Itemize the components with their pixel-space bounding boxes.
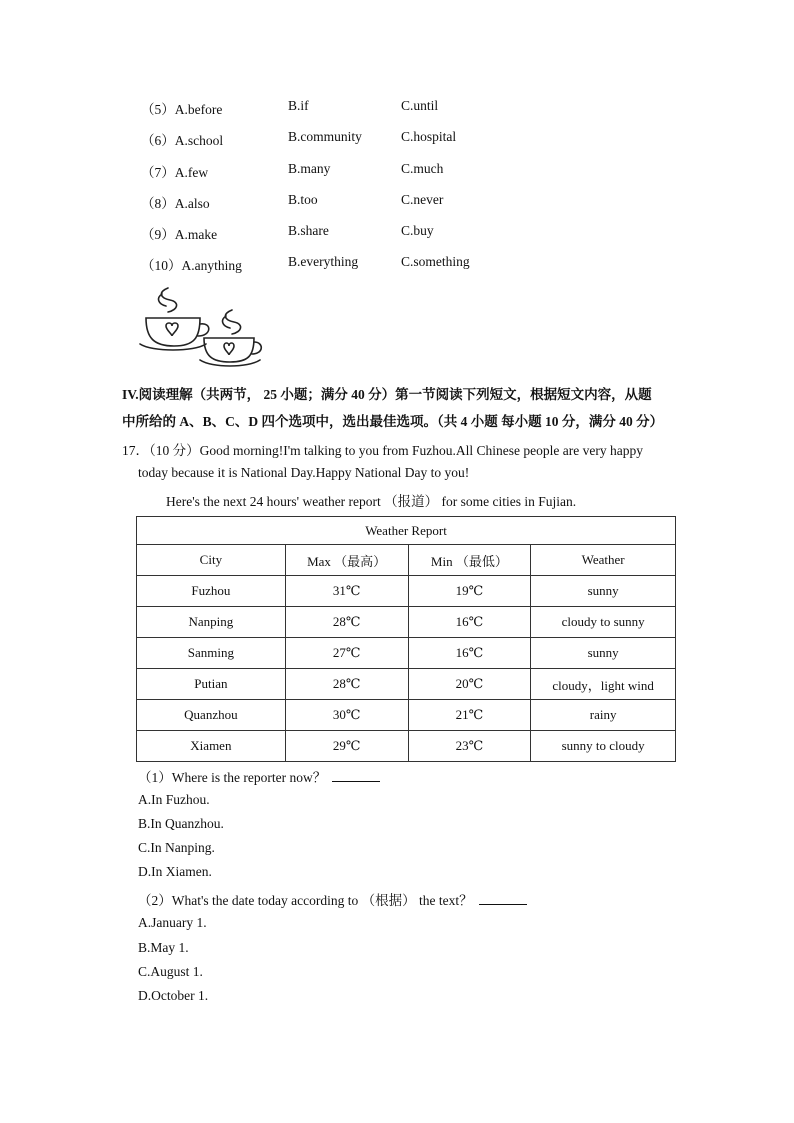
cell-max: 31℃	[285, 576, 408, 607]
answer-blank[interactable]	[479, 892, 527, 905]
q2-choice-b[interactable]: B.May 1.	[138, 940, 189, 955]
option-b: B.many	[288, 161, 331, 176]
option-a: （8）A.also	[141, 196, 210, 211]
table-row	[137, 669, 676, 700]
table-title: Weather Report	[137, 517, 676, 545]
cell-weather: rainy	[531, 700, 676, 731]
answer-blank[interactable]	[332, 769, 380, 782]
option-row	[141, 223, 561, 243]
q1-choice-a[interactable]: A.In Fuzhou.	[138, 792, 210, 807]
passage-line-1: 17．（10 分）Good morning!I'm talking to you from Fuzhou.All Chinese people are very happy	[122, 443, 643, 458]
cell-max: 30℃	[285, 700, 408, 731]
cell-weather: cloudy，light wind	[531, 669, 676, 700]
table-row	[137, 576, 676, 607]
cell-min: 16℃	[408, 638, 531, 669]
table-header-row	[137, 545, 676, 576]
option-c: C.buy	[401, 223, 434, 238]
option-b: B.too	[288, 192, 318, 207]
q1-choice-c[interactable]: C.In Nanping.	[138, 840, 215, 855]
option-row	[141, 98, 561, 118]
option-a: （10）A.anything	[141, 258, 242, 273]
option-row	[141, 129, 561, 149]
cell-min: 20℃	[408, 669, 531, 700]
option-c: C.much	[401, 161, 444, 176]
option-row	[141, 254, 561, 274]
option-a: （6）A.school	[141, 133, 224, 148]
q2-choice-d[interactable]: D.October 1.	[138, 988, 209, 1003]
cell-min: 19℃	[408, 576, 531, 607]
cell-min: 16℃	[408, 607, 531, 638]
table-row	[137, 700, 676, 731]
option-c: C.until	[401, 98, 439, 113]
table-row	[137, 638, 676, 669]
option-a: （5）A.before	[141, 102, 223, 117]
question-2-text: （2）What's the date today according to （根据） the text？	[138, 893, 473, 908]
cell-min: 23℃	[408, 731, 531, 762]
option-a: （7）A.few	[141, 165, 209, 180]
header-city: City	[137, 545, 286, 576]
passage-line-2: today because it is National Day.Happy National Day to you!	[138, 465, 470, 480]
question-2	[138, 889, 527, 909]
q2-choice-a[interactable]: A.January 1.	[138, 915, 207, 930]
cell-city: Sanming	[137, 638, 286, 669]
cell-min: 21℃	[408, 700, 531, 731]
table-row	[137, 607, 676, 638]
weather-report-table	[136, 516, 676, 762]
table-row	[137, 731, 676, 762]
option-b: B.community	[288, 129, 362, 144]
q1-choice-d[interactable]: D.In Xiamen.	[138, 864, 212, 879]
cell-city: Putian	[137, 669, 286, 700]
section-heading-line-2: 中所给的 A、B、C、D 四个选项中，选出最佳选项。（共 4 小题 每小题 10 分，满分 40 分）	[122, 414, 664, 429]
cell-city: Quanzhou	[137, 700, 286, 731]
cell-weather: cloudy to sunny	[531, 607, 676, 638]
q1-choice-b[interactable]: B.In Quanzhou.	[138, 816, 224, 831]
option-b: B.everything	[288, 254, 359, 269]
cell-city: Nanping	[137, 607, 286, 638]
cell-city: Xiamen	[137, 731, 286, 762]
option-b: B.share	[288, 223, 329, 238]
header-min: Min （最低）	[408, 545, 531, 576]
cell-max: 28℃	[285, 607, 408, 638]
cell-weather: sunny to cloudy	[531, 731, 676, 762]
option-row	[141, 161, 561, 181]
option-row	[141, 192, 561, 212]
coffee-cups-icon	[138, 284, 264, 370]
header-max: Max （最高）	[285, 545, 408, 576]
header-weather: Weather	[531, 545, 676, 576]
option-a: （9）A.make	[141, 227, 218, 242]
cell-max: 28℃	[285, 669, 408, 700]
q2-choice-c[interactable]: C.August 1.	[138, 964, 203, 979]
cell-city: Fuzhou	[137, 576, 286, 607]
passage-line-3: Here's the next 24 hours' weather report （报道） for some cities in Fujian.	[166, 494, 577, 509]
question-1	[138, 766, 380, 786]
question-1-text: （1）Where is the reporter now？	[138, 770, 327, 785]
cell-weather: sunny	[531, 576, 676, 607]
option-c: C.never	[401, 192, 444, 207]
option-c: C.hospital	[401, 129, 457, 144]
cell-weather: sunny	[531, 638, 676, 669]
section-heading-line-1: IV.阅读理解（共两节， 25 小题；满分 40 分）第一节阅读下列短文，根据短文内容，从题	[122, 387, 652, 402]
cell-max: 29℃	[285, 731, 408, 762]
option-c: C.something	[401, 254, 470, 269]
option-b: B.if	[288, 98, 309, 113]
cell-max: 27℃	[285, 638, 408, 669]
